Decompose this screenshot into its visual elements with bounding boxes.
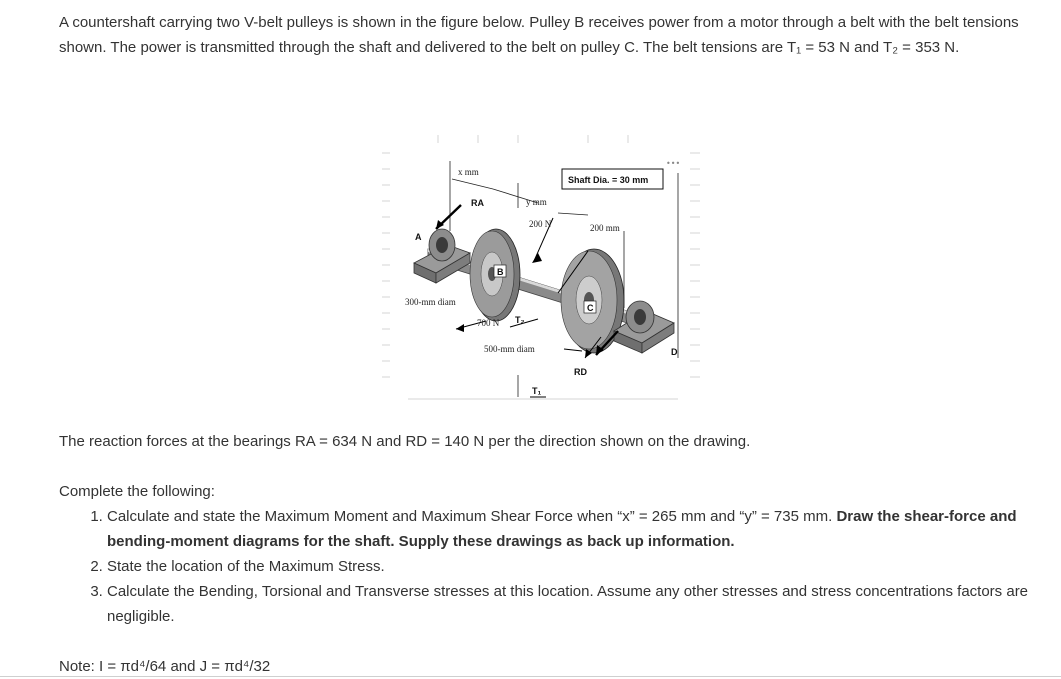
x-dimension-label: x mm [458,167,479,177]
label-a: A [415,232,422,242]
countershaft-figure [378,133,708,403]
menu-dots-icon[interactable]: ••• [666,159,681,168]
task-item-3: 3. Calculate the Bending, Torsional and Transverse stresses at this location. Assume any other stresses and stress concentrations factors are negligible. [107,579,1047,629]
force-200-label: 200 N [529,219,552,229]
task-1-bold-text: Draw the shear-force and bending-moment diagrams for the shaft. Supply these drawings as back up information. [107,508,1017,550]
task-item-1 [107,504,1047,554]
pulley-b [470,229,520,321]
label-d: D [671,347,678,357]
label-c: C [587,303,594,313]
distance-200-label: 200 mm [590,223,620,233]
t2-label: T₂ [515,315,525,325]
task-item-2: 2. State the location of the Maximum Stress. [107,554,1047,579]
force-700-label: 700 N [477,318,500,328]
task-1-text: Calculate and state the Maximum Moment and Maximum Shear Force when “x” = 265 mm and “y” = 735 mm. [107,508,837,525]
problem-intro: A countershaft carrying two V-belt pulleys is shown in the figure below. Pulley B receives power from a motor through a belt with the belt tensions shown. The power is transmitted through the shaft and delivered to the belt on pulley C. The belt tensions are T₁ = 53 N and T₂ = 353 N. [59,14,1019,56]
shaft-dia-label: Shaft Dia. = 30 mm [568,175,649,185]
t1-label: T₁ [532,386,542,396]
label-b: B [497,267,504,277]
countershaft-diagram [378,133,708,403]
reactions-statement: The reaction forces at the bearings RA = 634 N and RD = 140 N per the direction shown on the drawing. [59,433,751,450]
diameter-300-label: 300-mm diam [405,297,456,307]
bottom-divider [0,676,1061,677]
bearing-a [414,229,470,283]
diameter-500-label: 500-mm diam [484,344,535,354]
complete-heading: Complete the following: [59,483,215,500]
ra-label: RA [471,198,484,208]
y-dimension-label: y mm [526,197,547,207]
task-list [59,504,1047,629]
formula-note: Note: I = πd⁴/64 and J = πd⁴/32 [59,658,271,675]
rd-label: RD [574,367,587,377]
